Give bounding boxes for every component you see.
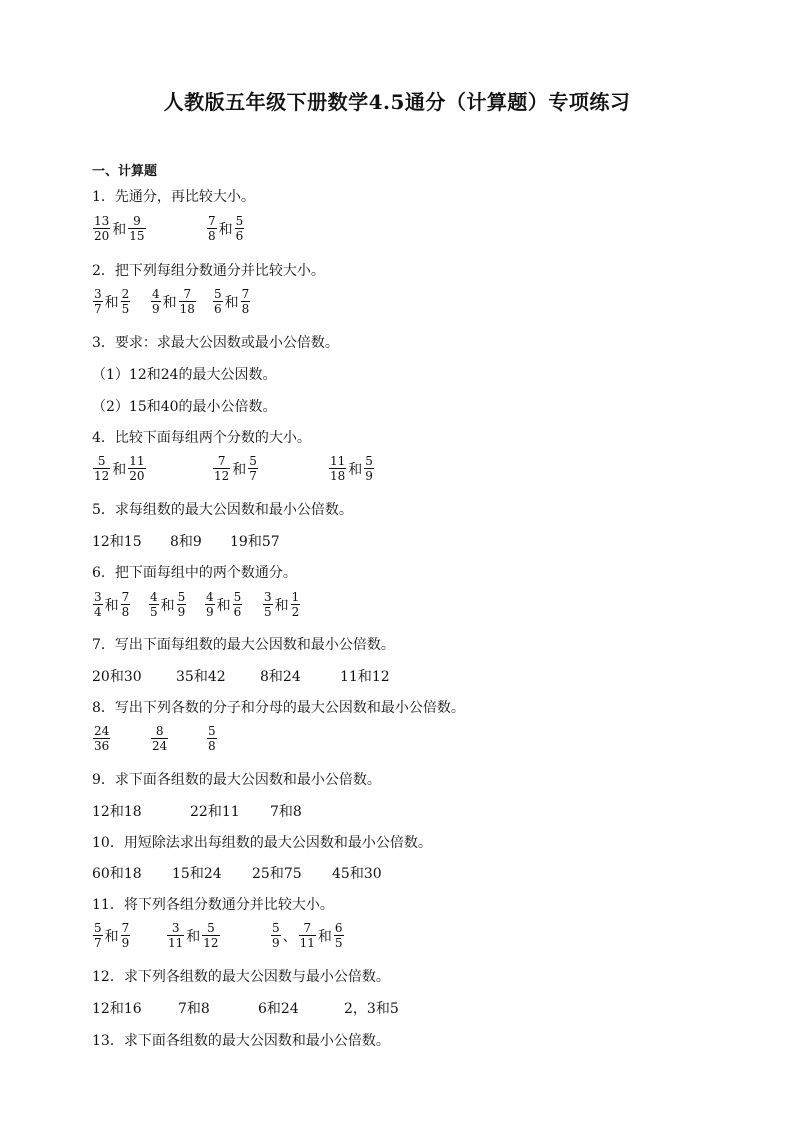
fraction-pair: $\frac{7}{12}$ 和 $\frac{5}{7}$: [214, 454, 257, 483]
fraction: $\frac{7}{8}$: [208, 214, 216, 243]
question-2: 2．把下列每组分数通分并比较大小。: [92, 263, 325, 279]
section-heading: 一、计算题: [92, 164, 158, 179]
fraction: $\frac{13}{20}$: [94, 214, 110, 243]
sub-question: （2）15和40的最小公倍数。: [92, 399, 277, 415]
fraction: $\frac{24}{36}$: [94, 724, 110, 753]
number-group: 25和75: [252, 866, 302, 882]
number-group: 35和42: [176, 669, 226, 685]
number-group: 12和16: [92, 1001, 142, 1017]
question-13: 13．求下面各组数的最大公因数和最小公倍数。: [92, 1033, 390, 1049]
number-group: 7和8: [270, 804, 302, 820]
question-8: 8．写出下列各数的分子和分母的最大公因数和最小公倍数。: [92, 700, 465, 716]
fraction-pair: $\frac{4}{9}$ 和 $\frac{5}{6}$: [206, 590, 242, 619]
page-title: 人教版五年级下册数学4.5通分（计算题）专项练习: [163, 90, 631, 114]
number-group: 19和57: [230, 534, 280, 550]
number-group: 6和24: [258, 1001, 299, 1017]
question-12: 12．求下列各组数的最大公因数与最小公倍数。: [92, 969, 390, 985]
fraction: $\frac{5}{8}$: [208, 724, 216, 753]
fraction-pair: $\frac{7}{8}$ 和 $\frac{5}{6}$: [208, 214, 244, 243]
number-group: 2，3和5: [344, 1001, 399, 1017]
number-group: 12和18: [92, 804, 142, 820]
fraction-pair: $\frac{13}{20}$ 和 $\frac{9}{15}$: [94, 214, 145, 243]
number-group: 8和24: [260, 669, 301, 685]
fraction: $\frac{8}{24}$: [152, 724, 168, 753]
sub-question: （1）12和24的最大公因数。: [92, 367, 277, 383]
number-group: 7和8: [178, 1001, 210, 1017]
fraction-pair: $\frac{4}{9}$ 和 $\frac{7}{18}$: [152, 287, 195, 316]
number-group: 45和30: [332, 866, 382, 882]
number-group: 15和24: [172, 866, 222, 882]
fraction-pair: $\frac{3}{7}$ 和 $\frac{2}{5}$: [94, 287, 130, 316]
fraction: $\frac{9}{15}$: [129, 214, 145, 243]
question-7: 7．写出下面每组数的最大公因数和最小公倍数。: [92, 637, 395, 653]
question-4: 4．比较下面每组两个分数的大小。: [92, 430, 311, 446]
fraction-pair: $\frac{5}{7}$ 和 $\frac{7}{9}$: [94, 921, 130, 950]
number-group: 8和9: [170, 534, 202, 550]
fraction-pair: $\frac{5}{6}$ 和 $\frac{7}{8}$: [214, 287, 250, 316]
fraction-pair: $\frac{11}{18}$ 和 $\frac{5}{9}$: [330, 454, 373, 483]
question-6: 6．把下面每组中的两个数通分。: [92, 565, 297, 581]
fraction-pair: $\frac{4}{5}$ 和 $\frac{5}{9}$: [150, 590, 186, 619]
fraction-pair: $\frac{3}{11}$ 和 $\frac{5}{12}$: [168, 921, 219, 950]
question-10: 10．用短除法求出每组数的最大公因数和最小公倍数。: [92, 835, 432, 851]
fraction-pair: $\frac{5}{9}$ 、 $\frac{7}{11}$ 和 $\frac{6}{5}$: [272, 921, 343, 950]
question-1: 1．先通分，再比较大小。: [92, 189, 255, 205]
fraction: $\frac{5}{6}$: [235, 214, 244, 243]
fraction-pair: $\frac{3}{4}$ 和 $\frac{7}{8}$: [94, 590, 130, 619]
number-group: 60和18: [92, 866, 142, 882]
number-group: 20和30: [92, 669, 142, 685]
number-group: 22和11: [190, 804, 240, 820]
question-5: 5．求每组数的最大公因数和最小公倍数。: [92, 502, 353, 518]
fraction-pair: $\frac{3}{5}$ 和 $\frac{1}{2}$: [264, 590, 300, 619]
question-3: 3．要求：求最大公因数或最小公倍数。: [92, 335, 339, 351]
question-11: 11．将下列各组分数通分并比较大小。: [92, 897, 334, 913]
fraction-pair: $\frac{5}{12}$ 和 $\frac{11}{20}$: [94, 454, 145, 483]
number-group: 12和15: [92, 534, 142, 550]
number-group: 11和12: [340, 669, 390, 685]
question-9: 9．求下面各组数的最大公因数和最小公倍数。: [92, 772, 381, 788]
